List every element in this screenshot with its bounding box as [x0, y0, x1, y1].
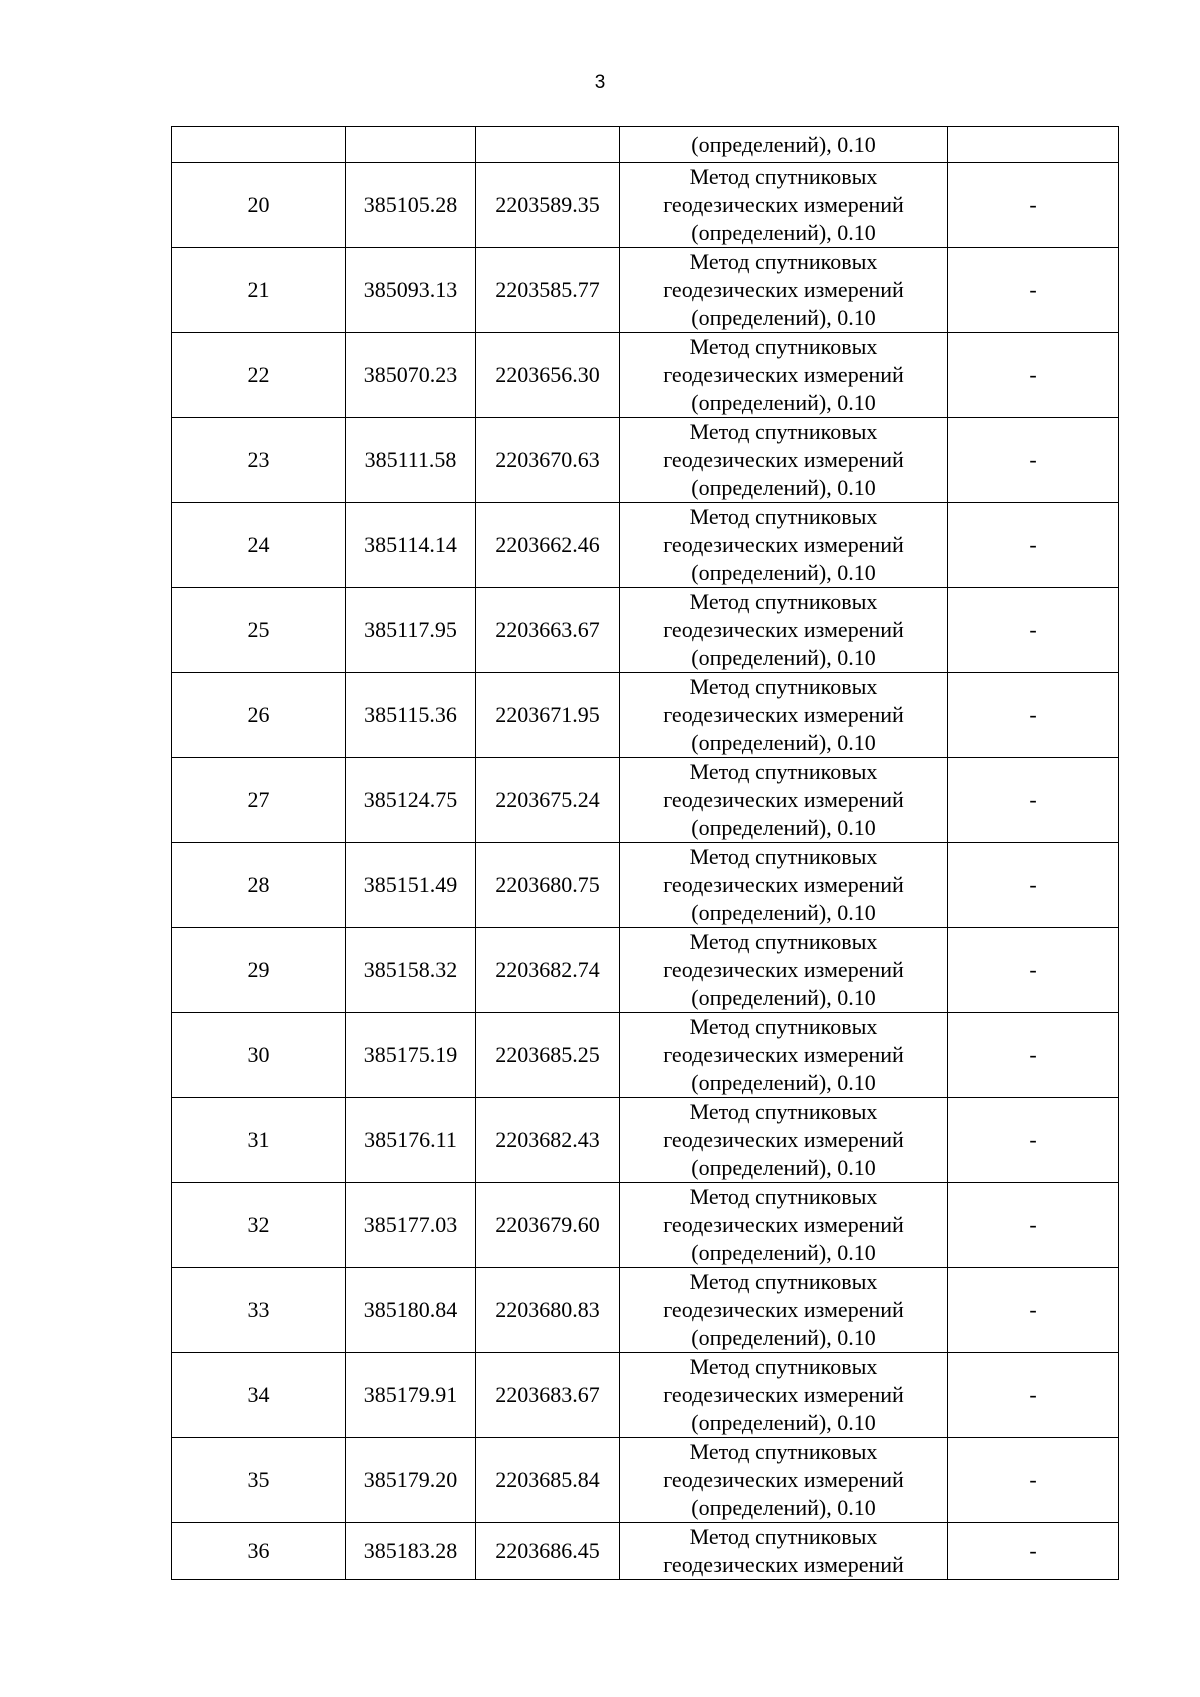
cell-y: 2203656.30 — [476, 333, 620, 418]
cell-x: 385070.23 — [346, 333, 476, 418]
table-row — [172, 503, 1119, 588]
method-line: Метод спутниковых — [689, 419, 878, 444]
cell-note — [948, 127, 1119, 163]
cell-method — [620, 1523, 948, 1580]
method-line: геодезических измерений — [663, 1042, 904, 1067]
cell-method: (определений), 0.10 — [620, 127, 948, 163]
method-line: (определений), 0.10 — [691, 1155, 876, 1180]
cell-note: - — [948, 418, 1119, 503]
cell-point-number — [172, 127, 346, 163]
cell-x: 385117.95 — [346, 588, 476, 673]
method-line: Метод спутниковых — [689, 1439, 878, 1464]
cell-y: 2203680.83 — [476, 1268, 620, 1353]
cell-note: - — [948, 163, 1119, 248]
cell-x: 385111.58 — [346, 418, 476, 503]
cell-x: 385158.32 — [346, 928, 476, 1013]
cell-y: 2203683.67 — [476, 1353, 620, 1438]
method-line: Метод спутниковых — [689, 759, 878, 784]
cell-point-number: 34 — [172, 1353, 346, 1438]
method-line: геодезических измерений — [663, 1212, 904, 1237]
cell-point-number: 24 — [172, 503, 346, 588]
cell-y: 2203671.95 — [476, 673, 620, 758]
cell-point-number: 36 — [172, 1523, 346, 1580]
cell-point-number: 32 — [172, 1183, 346, 1268]
cell-x: 385176.11 — [346, 1098, 476, 1183]
method-line: Метод спутниковых — [689, 1354, 878, 1379]
table-row — [172, 1183, 1119, 1268]
method-line: геодезических измерений — [663, 702, 904, 727]
method-line: геодезических измерений — [663, 1467, 904, 1492]
method-line: Метод спутниковых — [689, 674, 878, 699]
cell-y: 2203589.35 — [476, 163, 620, 248]
cell-note: - — [948, 588, 1119, 673]
method-line: геодезических измерений — [663, 532, 904, 557]
method-line: Метод спутниковых — [689, 504, 878, 529]
cell-x — [346, 127, 476, 163]
method-line: (определений), 0.10 — [691, 1070, 876, 1095]
cell-note: - — [948, 333, 1119, 418]
cell-x: 385093.13 — [346, 248, 476, 333]
coordinates-table-body — [172, 127, 1119, 1580]
method-line: (определений), 0.10 — [691, 1410, 876, 1435]
table-row — [172, 758, 1119, 843]
cell-point-number: 28 — [172, 843, 346, 928]
cell-y: 2203585.77 — [476, 248, 620, 333]
method-line: Метод спутниковых — [689, 1269, 878, 1294]
cell-x: 385114.14 — [346, 503, 476, 588]
cell-method — [620, 163, 948, 248]
cell-note: - — [948, 1268, 1119, 1353]
cell-note: - — [948, 673, 1119, 758]
cell-x: 385151.49 — [346, 843, 476, 928]
cell-note: - — [948, 1183, 1119, 1268]
cell-y: 2203686.45 — [476, 1523, 620, 1580]
method-line: геодезических измерений — [663, 447, 904, 472]
method-line: геодезических измерений — [663, 957, 904, 982]
method-line: геодезических измерений — [663, 872, 904, 897]
cell-method — [620, 588, 948, 673]
cell-method — [620, 928, 948, 1013]
cell-method — [620, 1438, 948, 1523]
method-line: (определений), 0.10 — [691, 645, 876, 670]
table-row — [172, 418, 1119, 503]
method-line: геодезических измерений — [663, 1382, 904, 1407]
method-line: (определений), 0.10 — [691, 730, 876, 755]
cell-method — [620, 1353, 948, 1438]
cell-method — [620, 843, 948, 928]
table-row — [172, 928, 1119, 1013]
method-line: Метод спутниковых — [689, 334, 878, 359]
method-line: Метод спутниковых — [689, 844, 878, 869]
cell-note: - — [948, 758, 1119, 843]
method-line: геодезических измерений — [663, 787, 904, 812]
method-line: Метод спутниковых — [689, 1014, 878, 1039]
method-line: Метод спутниковых — [689, 1099, 878, 1124]
coordinates-table — [171, 126, 1119, 1580]
cell-note: - — [948, 503, 1119, 588]
method-line: геодезических измерений — [663, 1552, 904, 1577]
table-row — [172, 843, 1119, 928]
method-line: (определений), 0.10 — [691, 985, 876, 1010]
cell-point-number: 31 — [172, 1098, 346, 1183]
table-row — [172, 1523, 1119, 1580]
method-line: (определений), 0.10 — [691, 305, 876, 330]
table-row — [172, 1013, 1119, 1098]
cell-x: 385179.20 — [346, 1438, 476, 1523]
method-line: геодезических измерений — [663, 617, 904, 642]
cell-method — [620, 1183, 948, 1268]
table-row-continued — [172, 127, 1119, 163]
cell-x: 385177.03 — [346, 1183, 476, 1268]
cell-x: 385179.91 — [346, 1353, 476, 1438]
cell-method — [620, 1013, 948, 1098]
method-line: геодезических измерений — [663, 1297, 904, 1322]
cell-note: - — [948, 928, 1119, 1013]
table-row — [172, 1268, 1119, 1353]
cell-note: - — [948, 1438, 1119, 1523]
method-line: геодезических измерений — [663, 1127, 904, 1152]
cell-point-number: 20 — [172, 163, 346, 248]
method-line: (определений), 0.10 — [691, 1240, 876, 1265]
cell-method — [620, 503, 948, 588]
cell-point-number: 30 — [172, 1013, 346, 1098]
cell-y — [476, 127, 620, 163]
method-line: геодезических измерений — [663, 362, 904, 387]
cell-x: 385115.36 — [346, 673, 476, 758]
cell-method — [620, 673, 948, 758]
table-row — [172, 1098, 1119, 1183]
cell-y: 2203663.67 — [476, 588, 620, 673]
cell-note: - — [948, 1013, 1119, 1098]
table-row — [172, 588, 1119, 673]
cell-method — [620, 758, 948, 843]
method-line: (определений), 0.10 — [691, 390, 876, 415]
method-line: (определений), 0.10 — [691, 815, 876, 840]
method-line: Метод спутниковых — [689, 1524, 878, 1549]
method-line: геодезических измерений — [663, 277, 904, 302]
cell-point-number: 35 — [172, 1438, 346, 1523]
method-line: Метод спутниковых — [689, 929, 878, 954]
method-line: (определений), 0.10 — [691, 220, 876, 245]
table-row — [172, 1438, 1119, 1523]
cell-note: - — [948, 1098, 1119, 1183]
cell-note: - — [948, 843, 1119, 928]
cell-x: 385183.28 — [346, 1523, 476, 1580]
cell-note: - — [948, 1523, 1119, 1580]
cell-method — [620, 1098, 948, 1183]
method-line: (определений), 0.10 — [691, 1325, 876, 1350]
cell-x: 385175.19 — [346, 1013, 476, 1098]
cell-method — [620, 248, 948, 333]
cell-note: - — [948, 1353, 1119, 1438]
cell-y: 2203682.43 — [476, 1098, 620, 1183]
cell-point-number: 22 — [172, 333, 346, 418]
cell-point-number: 25 — [172, 588, 346, 673]
cell-x: 385105.28 — [346, 163, 476, 248]
method-line: (определений), 0.10 — [691, 900, 876, 925]
method-line: Метод спутниковых — [689, 1184, 878, 1209]
table-row — [172, 1353, 1119, 1438]
method-line: (определений), 0.10 — [691, 1495, 876, 1520]
cell-y: 2203685.25 — [476, 1013, 620, 1098]
method-line: Метод спутниковых — [689, 589, 878, 614]
table-row — [172, 163, 1119, 248]
cell-y: 2203670.63 — [476, 418, 620, 503]
cell-x: 385180.84 — [346, 1268, 476, 1353]
cell-method — [620, 1268, 948, 1353]
method-line: геодезических измерений — [663, 192, 904, 217]
cell-point-number: 23 — [172, 418, 346, 503]
cell-point-number: 29 — [172, 928, 346, 1013]
cell-point-number: 21 — [172, 248, 346, 333]
cell-x: 385124.75 — [346, 758, 476, 843]
cell-point-number: 27 — [172, 758, 346, 843]
method-line: (определений), 0.10 — [691, 560, 876, 585]
cell-y: 2203680.75 — [476, 843, 620, 928]
method-line: (определений), 0.10 — [691, 475, 876, 500]
page-number: 3 — [594, 72, 606, 93]
cell-y: 2203679.60 — [476, 1183, 620, 1268]
cell-y: 2203662.46 — [476, 503, 620, 588]
cell-method — [620, 333, 948, 418]
cell-y: 2203682.74 — [476, 928, 620, 1013]
cell-note: - — [948, 248, 1119, 333]
table-row — [172, 248, 1119, 333]
table-row — [172, 673, 1119, 758]
method-line: Метод спутниковых — [689, 249, 878, 274]
cell-method — [620, 418, 948, 503]
cell-y: 2203685.84 — [476, 1438, 620, 1523]
table-row — [172, 333, 1119, 418]
method-line: Метод спутниковых — [689, 164, 878, 189]
cell-y: 2203675.24 — [476, 758, 620, 843]
cell-point-number: 33 — [172, 1268, 346, 1353]
cell-point-number: 26 — [172, 673, 346, 758]
